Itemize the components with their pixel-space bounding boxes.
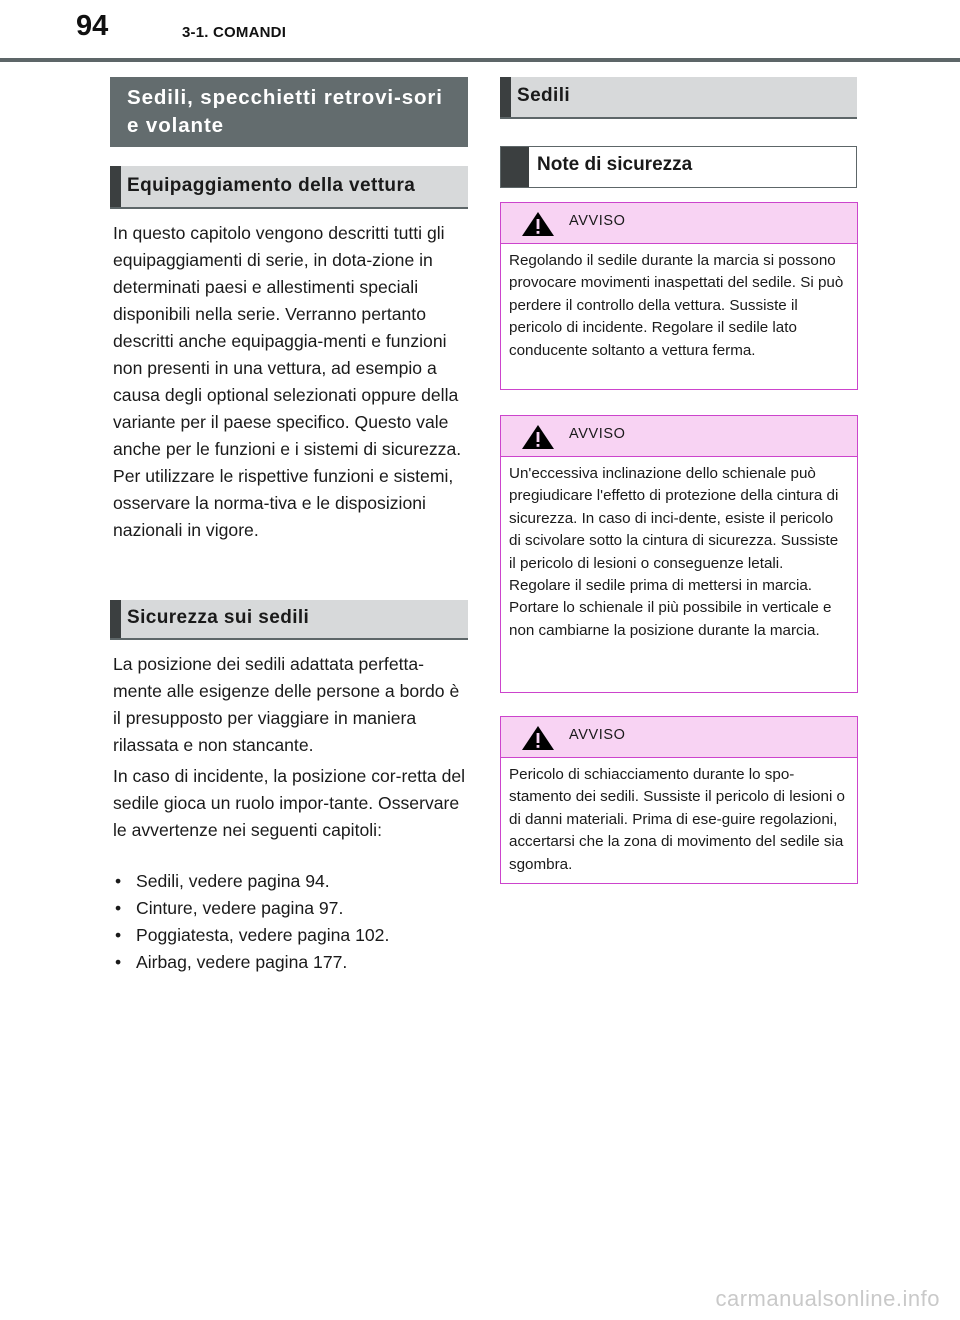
heading-bar [110, 166, 121, 207]
paragraph-seat-position: La posizione dei sedili adattata perfetta-mente alle esigenze delle persone a bordo è il presupposto per viaggiare in maniera rilassata e non stancante. [113, 654, 460, 755]
list-item: • Poggiatesta, vedere pagina 102. [115, 925, 390, 945]
page-header [0, 0, 960, 62]
warning-box [500, 415, 858, 693]
heading-bar [501, 147, 529, 187]
heading-seat-safety-label: Sicurezza sui sedili [127, 607, 310, 628]
section-title: 3-1. COMANDI [182, 24, 287, 41]
warning-triangle-icon [521, 211, 555, 237]
list-item: • Cinture, vedere pagina 97. [115, 898, 344, 918]
paragraph-equipment: In questo capitolo vengono descritti tutti gli equipaggiamenti di serie, in dota-zione in determinati paesi e allestimenti speciali disponibili nella serie. Verranno pertanto descritti anche equipaggia-menti e funzioni non presenti in una vettura, ad esempio a causa degli optional selezionati oppure della variante per il paese specifico. Questo vale anche per le funzioni e i sistemi di sicurezza. Per utilizzare le rispettive funzioni e sistemi, osservare la norma-tiva e le disposizioni nazionali in vigore. [113, 223, 462, 540]
heading-bar [110, 600, 121, 638]
warning-label: AVVISO [569, 727, 626, 743]
list-item-text: Poggiatesta, vedere pagina 102. [136, 925, 390, 945]
list-item: • Sedili, vedere pagina 94. [115, 871, 330, 891]
page-number: 94 [76, 10, 109, 42]
heading-equipment-label: Equipaggiamento della vettura [127, 175, 416, 196]
header-divider [0, 58, 960, 62]
paragraph-accident: In caso di incidente, la posizione cor-retta del sedile gioca un ruolo impor-tante. Osservare le avvertenze nei seguenti capitoli: [113, 766, 466, 840]
chapter-reference-list [113, 868, 469, 976]
warning-header [501, 416, 857, 457]
warning-text: Un'eccessiva inclinazione dello schienale può pregiudicare l'effetto di protezione della cintura di sicurezza. In caso di inci-dente, esiste il pericolo di scivolare sotto la cintura di sicurezza. Sussiste il pericolo di lesioni o conseguenze letali. Regolare il sedile prima di mettersi in marcia. Portare lo schienale il più possibile in verticale e non cambiarne la posizione durante la marcia. [509, 465, 839, 639]
chapter-title: Sedili, specchietti retrovi-sori e volante [127, 86, 443, 137]
warning-box [500, 716, 858, 884]
heading-seat-safety [110, 600, 468, 640]
list-item: • Airbag, vedere pagina 177. [115, 952, 348, 972]
watermark: carmanualsonline.info [715, 1286, 940, 1311]
list-item-text: Cinture, vedere pagina 97. [136, 898, 344, 918]
heading-seats [500, 77, 857, 119]
warning-text: Regolando il sedile durante la marcia si possono provocare movimenti inaspettati del sedile. Si può perdere il controllo della vettura. Sussiste il pericolo di incidente. Regolare il sedile lato conducente soltanto a vettura ferma. [509, 252, 844, 359]
warning-label: AVVISO [569, 426, 626, 442]
warning-header [501, 717, 857, 758]
heading-seats-label: Sedili [517, 85, 571, 106]
warning-triangle-icon [521, 424, 555, 450]
heading-equipment [110, 166, 468, 209]
warning-label: AVVISO [569, 213, 626, 229]
list-item-text: Airbag, vedere pagina 177. [136, 952, 348, 972]
heading-safety-notes-label: Note di sicurezza [537, 154, 693, 175]
list-item-text: Sedili, vedere pagina 94. [136, 871, 330, 891]
warning-header [501, 203, 857, 244]
heading-bar [500, 77, 511, 117]
heading-safety-notes [500, 146, 857, 188]
warning-text: Pericolo di schiacciamento durante lo spo-stamento dei sedili. Sussiste il pericolo di lesioni o di danni materiali. Prima di ese-guire regolazioni, accertarsi che la zona di movimento del sedile sia sgombra. [509, 766, 845, 873]
warning-box [500, 202, 858, 390]
warning-triangle-icon [521, 725, 555, 751]
chapter-title-box [110, 77, 468, 147]
